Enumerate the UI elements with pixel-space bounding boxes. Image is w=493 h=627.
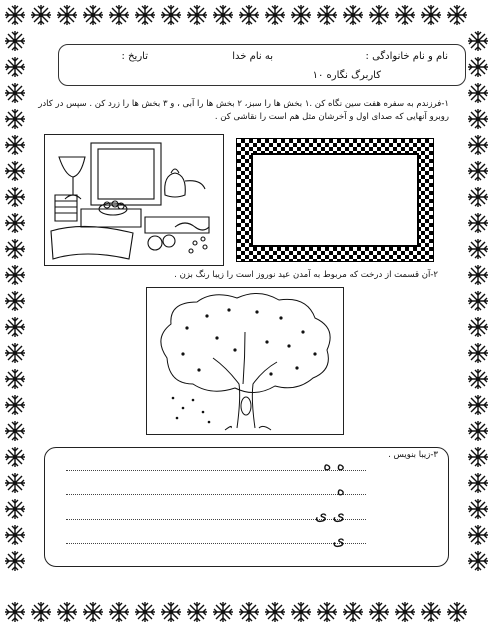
snowflake-icon bbox=[4, 342, 26, 364]
snowflake-icon bbox=[467, 368, 489, 390]
snowflake-icon bbox=[467, 108, 489, 130]
snowflake-icon bbox=[420, 601, 442, 623]
snowflake-icon bbox=[4, 420, 26, 442]
haft-seen-illustration bbox=[45, 135, 223, 265]
snowflake-icon bbox=[467, 264, 489, 286]
snowflake-icon bbox=[467, 550, 489, 572]
blossom-tree-illustration bbox=[147, 288, 343, 434]
snowflake-icon bbox=[467, 524, 489, 546]
snowflake-icon bbox=[467, 472, 489, 494]
snowflake-icon bbox=[4, 238, 26, 260]
bismillah-text: به نام خدا bbox=[232, 51, 273, 62]
snowflake-icon bbox=[446, 4, 468, 26]
snowflake-icon bbox=[82, 4, 104, 26]
snowflake-icon bbox=[30, 601, 52, 623]
snowflake-icon bbox=[316, 601, 338, 623]
snowflake-icon bbox=[467, 186, 489, 208]
snowflake-icon bbox=[290, 4, 312, 26]
snowflake-icon bbox=[4, 601, 26, 623]
snowflake-icon bbox=[30, 4, 52, 26]
snowflake-icon bbox=[56, 601, 78, 623]
snowflake-icon bbox=[4, 368, 26, 390]
snowflake-icon bbox=[4, 82, 26, 104]
snowflake-icon bbox=[4, 290, 26, 312]
snowflake-icon bbox=[4, 160, 26, 182]
snowflake-icon bbox=[108, 601, 130, 623]
snowflake-icon bbox=[264, 4, 286, 26]
snowflake-icon bbox=[467, 238, 489, 260]
snowflake-icon bbox=[467, 82, 489, 104]
writing-line[interactable] bbox=[66, 470, 366, 471]
snowflake-icon bbox=[4, 472, 26, 494]
snowflake-icon bbox=[467, 290, 489, 312]
snowflake-icon bbox=[134, 601, 156, 623]
practice-glyph: ی ی bbox=[314, 505, 345, 524]
snowflake-icon bbox=[467, 342, 489, 364]
snowflake-icon bbox=[467, 212, 489, 234]
snowflake-icon bbox=[134, 4, 156, 26]
question-2-text: ۲-آن قسمت از درخت که مربوط به آمدن عید نوروز است را زیبا رنگ بزن . bbox=[174, 270, 438, 280]
snowflake-icon bbox=[467, 446, 489, 468]
question-1-line-1: ۱-فرزندم به سفره هفت سین نگاه کن .۱ بخش ها را سبز، ۲ بخش ها را آبی ، و ۳ بخش ها را زرد کن . سپس در کادر bbox=[38, 99, 449, 109]
snowflake-icon bbox=[368, 601, 390, 623]
haft-seen-image bbox=[44, 134, 224, 266]
snowflake-icon bbox=[394, 4, 416, 26]
snowflake-icon bbox=[446, 601, 468, 623]
worksheet-title: کاربرگ نگاره ۱۰ bbox=[312, 70, 381, 81]
snowflake-icon bbox=[4, 4, 26, 26]
snowflake-icon bbox=[4, 212, 26, 234]
snowflake-icon bbox=[467, 420, 489, 442]
snowflake-icon bbox=[4, 30, 26, 52]
snowflake-icon bbox=[467, 316, 489, 338]
snowflake-icon bbox=[467, 56, 489, 78]
snowflake-icon bbox=[212, 4, 234, 26]
date-label: تاریخ : bbox=[121, 51, 148, 62]
snowflake-icon bbox=[420, 4, 442, 26]
snowflake-icon bbox=[160, 4, 182, 26]
snowflake-icon bbox=[4, 186, 26, 208]
question-1-line-2: روبرو آنهایی که صدای اول و آخرشان مثل هم است را نقاشی کن . bbox=[214, 112, 449, 122]
snowflake-icon bbox=[290, 601, 312, 623]
snowflake-icon bbox=[238, 4, 260, 26]
snowflake-icon bbox=[238, 601, 260, 623]
snowflake-icon bbox=[4, 550, 26, 572]
snowflake-icon bbox=[467, 394, 489, 416]
snowflake-icon bbox=[467, 498, 489, 520]
snowflake-icon bbox=[56, 4, 78, 26]
snowflake-icon bbox=[4, 108, 26, 130]
snowflake-icon bbox=[467, 30, 489, 52]
practice-glyph: ی bbox=[332, 530, 345, 549]
snowflake-icon bbox=[4, 446, 26, 468]
question-3-text: ۳-زیبا بنویس . bbox=[388, 450, 438, 460]
snowflake-icon bbox=[4, 498, 26, 520]
snowflake-icon bbox=[212, 601, 234, 623]
writing-line[interactable] bbox=[66, 494, 366, 495]
snowflake-icon bbox=[4, 316, 26, 338]
snowflake-icon bbox=[368, 4, 390, 26]
name-label: نام و نام خانوادگی : bbox=[365, 51, 448, 62]
snowflake-icon bbox=[467, 160, 489, 182]
snowflake-icon bbox=[4, 524, 26, 546]
snowflake-icon bbox=[186, 4, 208, 26]
snowflake-icon bbox=[186, 601, 208, 623]
snowflake-icon bbox=[4, 264, 26, 286]
writing-practice-box bbox=[44, 447, 449, 567]
tree-image bbox=[146, 287, 344, 435]
snowflake-icon bbox=[160, 601, 182, 623]
checkered-frame bbox=[236, 138, 434, 262]
snowflake-icon bbox=[467, 134, 489, 156]
empty-drawing-area[interactable] bbox=[251, 153, 419, 247]
snowflake-icon bbox=[4, 394, 26, 416]
snowflake-icon bbox=[394, 601, 416, 623]
snowflake-icon bbox=[264, 601, 286, 623]
snowflake-icon bbox=[4, 56, 26, 78]
snowflake-icon bbox=[342, 601, 364, 623]
snowflake-icon bbox=[4, 134, 26, 156]
snowflake-icon bbox=[316, 4, 338, 26]
snowflake-icon bbox=[342, 4, 364, 26]
snowflake-icon bbox=[82, 601, 104, 623]
writing-line[interactable] bbox=[66, 543, 366, 544]
practice-glyph: ه bbox=[336, 480, 345, 499]
snowflake-icon bbox=[108, 4, 130, 26]
practice-glyph: ه ه bbox=[323, 455, 345, 474]
